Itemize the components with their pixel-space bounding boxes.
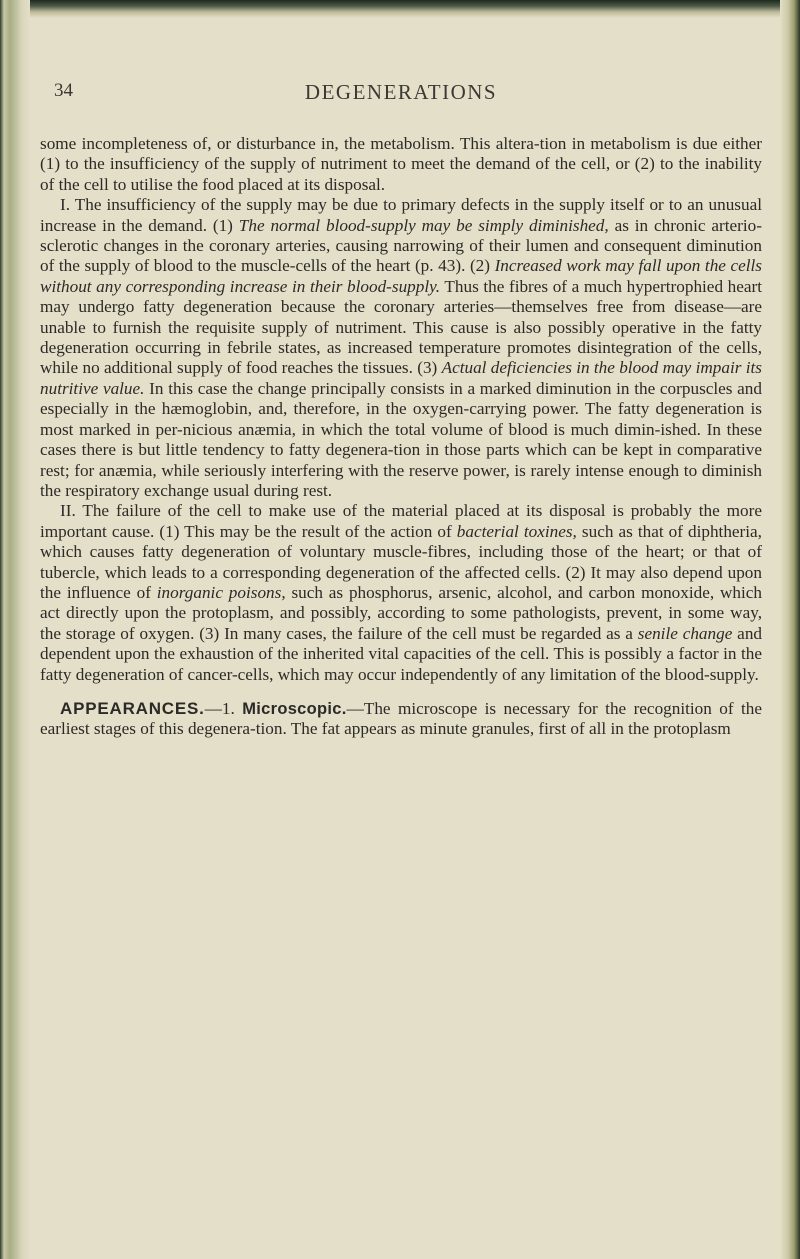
italic-phrase: senile change <box>637 623 733 643</box>
text-run: In this case the change principally consists in a marked diminution in the corpuscles and especially in the hæmoglobin, and, therefore, in the oxygen-carrying power. The fatty degeneration is most marked in per-nicious anæmia, in which the total volume of blood is much dimin-ished. In these cases there is but little tendency to fatty degenera-tion in those parts which can be kept in comparative rest; for anæmia, while seriously interfering with the reserve power, is rarely intense enough to diminish the respiratory exchange usual during rest. <box>40 378 762 500</box>
page-right-edge <box>780 0 800 1259</box>
subheading-microscopic: Microscopic. <box>242 699 347 718</box>
italic-phrase: The normal blood-supply may be simply diminished, <box>238 215 609 235</box>
italic-phrase: inorganic poisons, <box>156 582 286 602</box>
body-text <box>40 134 762 740</box>
page-header <box>40 80 762 106</box>
page-left-edge <box>0 0 30 1259</box>
text-run: and dependent upon the exhaustion of the inherited vital capacities of the cell. This is possibly a factor in the fatty degeneration of cancer-cells, which may occur independently of any limitation of the blood-supply. <box>40 623 763 684</box>
italic-phrase: Actual deficiencies in the blood may impair its nutritive value. <box>40 358 762 398</box>
running-head: DEGENERATIONS <box>304 80 498 104</box>
page-number: 34 <box>54 80 73 101</box>
text-run: —The microscope is necessary for the recognition of the earliest stages of this degenera-tion. The fat appears as minute granules, first of all in the protoplasm <box>40 698 763 739</box>
text-run: such as phosphorus, arsenic, alcohol, and carbon monoxide, which act directly upon the protoplasm, and possibly, according to some pathologists, prevent, in some way, the storage of oxygen. (3) In many cases, the failure of the cell must be regarded as a <box>40 582 762 643</box>
section-heading-appearances: APPEARANCES. <box>60 698 205 718</box>
text-run: Thus the fibres of a much hypertrophied heart may undergo fatty degeneration because the coronary arteries—themselves free from disease—are unable to furnish the requisite supply of nutriment. This cause is also possibly operative in the fatty degeneration occurring in febrile states, as increased temperature promotes disintegration of the cells, while no additional supply of food reaches the tissues. (3) <box>40 276 762 378</box>
text-run: such as that of diphtheria, which causes fatty degeneration of voluntary muscle-fibres, including those of the heart; or that of tubercle, which leads to a corresponding degeneration of the affected cells. (2) It may also depend upon the influence of <box>40 521 762 602</box>
text-run: I. The insufficiency of the supply may be due to primary defects in the supply itself or to an unusual increase in the demand. (1) <box>40 195 762 235</box>
text-run: as in chronic arterio-sclerotic changes in the coronary arteries, causing narrowing of their lumen and consequent diminution of the supply of blood to the muscle-cells of the heart (p. 43). (2) <box>40 215 762 276</box>
text-run: some incompleteness of, or disturbance in, the metabolism. This altera-tion in metabolism is due either (1) to the insufficiency of the supply of nutriment to meet the demand of the cell, or (2) to the inability of the cell to utilise the food placed at its disposal. <box>40 134 762 194</box>
italic-phrase: Increased work may fall upon the cells without any corresponding increase in their blood-supply. <box>40 256 762 296</box>
italic-phrase: bacterial toxines, <box>456 521 577 541</box>
page-top-edge <box>0 0 800 18</box>
text-run: II. The failure of the cell to make use of the material placed at its disposal is probably the more important cause. (1) This may be the result of the action of <box>40 501 762 541</box>
paragraph-appearances <box>40 699 762 740</box>
paragraph-continuation <box>40 134 762 195</box>
text-run: —1. <box>204 698 243 718</box>
paragraph-failure-of-cell <box>40 501 762 685</box>
paragraph-insufficiency-of-supply <box>40 195 762 501</box>
